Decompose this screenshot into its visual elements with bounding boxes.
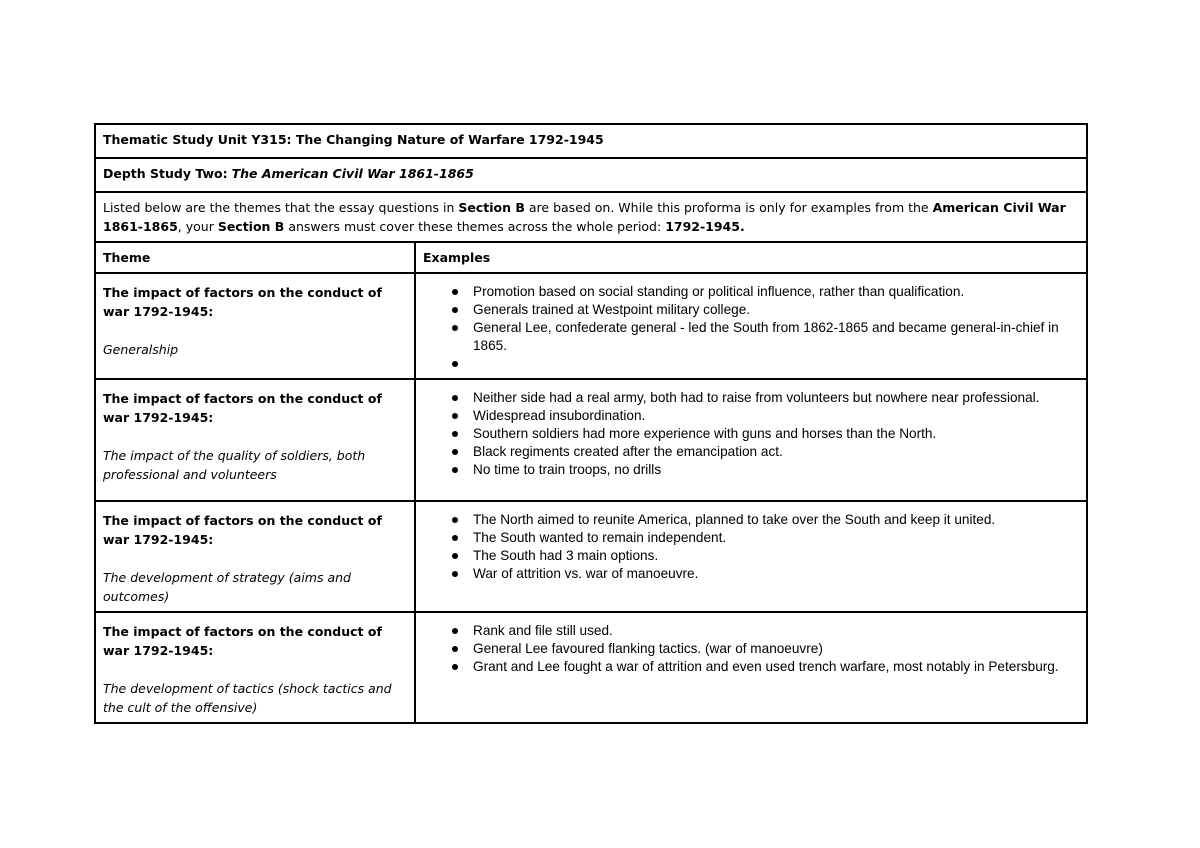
theme-title: The impact of factors on the conduct of war 1792-1945: bbox=[103, 285, 382, 319]
title-row bbox=[95, 124, 1087, 158]
examples-list bbox=[423, 389, 1079, 479]
list-item: Black regiments created after the emancipation act. bbox=[473, 443, 1079, 461]
theme-header-text: Theme bbox=[103, 250, 151, 265]
theme-title: The impact of factors on the conduct of war 1792-1945: bbox=[103, 391, 382, 425]
examples-cell bbox=[415, 379, 1087, 501]
intro-text bbox=[95, 192, 1087, 242]
intro-part-3: , your bbox=[177, 219, 218, 234]
list-item: General Lee, confederate general - led the South from 1862-1865 and became general-in-chief in 1865. bbox=[473, 319, 1079, 355]
intro-part-1: Listed below are the themes that the essay questions in bbox=[103, 200, 459, 215]
list-item: Widespread insubordination. bbox=[473, 407, 1079, 425]
theme-subtitle: The development of tactics (shock tactics and the cult of the offensive) bbox=[103, 681, 392, 715]
list-item: The North aimed to reunite America, planned to take over the South and keep it united. bbox=[473, 511, 1079, 529]
intro-row bbox=[95, 192, 1087, 242]
theme-subtitle: The impact of the quality of soldiers, both professional and volunteers bbox=[103, 448, 366, 482]
theme-cell bbox=[95, 501, 415, 612]
examples-header-text: Examples bbox=[423, 250, 491, 265]
theme-header bbox=[95, 242, 415, 273]
list-item: Promotion based on social standing or political influence, rather than qualification. bbox=[473, 283, 1079, 301]
table-row bbox=[95, 273, 1087, 379]
theme-cell bbox=[95, 273, 415, 379]
list-item: Southern soldiers had more experience with guns and horses than the North. bbox=[473, 425, 1079, 443]
list-item: No time to train troops, no drills bbox=[473, 461, 1079, 479]
examples-header bbox=[415, 242, 1087, 273]
theme-subtitle: The development of strategy (aims and outcomes) bbox=[103, 570, 351, 604]
table-row bbox=[95, 612, 1087, 723]
proforma-table bbox=[94, 123, 1088, 724]
table-row bbox=[95, 501, 1087, 612]
theme-subtitle: Generalship bbox=[103, 342, 179, 357]
intro-part-4: answers must cover these themes across the whole period: bbox=[284, 219, 666, 234]
list-item: Grant and Lee fought a war of attrition and even used trench warfare, most notably in Petersburg. bbox=[473, 658, 1079, 676]
list-item: War of attrition vs. war of manoeuvre. bbox=[473, 565, 1079, 583]
examples-cell bbox=[415, 273, 1087, 379]
column-header-row bbox=[95, 242, 1087, 273]
list-item: General Lee favoured flanking tactics. (war of manoeuvre) bbox=[473, 640, 1079, 658]
examples-list bbox=[423, 511, 1079, 583]
examples-cell bbox=[415, 501, 1087, 612]
list-item bbox=[473, 355, 1079, 373]
intro-part-2: are based on. While this proforma is only for examples from the bbox=[524, 200, 933, 215]
list-item: Rank and file still used. bbox=[473, 622, 1079, 640]
theme-title: The impact of factors on the conduct of war 1792-1945: bbox=[103, 513, 382, 547]
theme-cell bbox=[95, 612, 415, 723]
list-item: The South wanted to remain independent. bbox=[473, 529, 1079, 547]
examples-list bbox=[423, 622, 1079, 676]
depth-study-value: The American Civil War 1861-1865 bbox=[231, 166, 474, 181]
unit-title-text: Thematic Study Unit Y315: The Changing Nature of Warfare 1792-1945 bbox=[103, 132, 604, 147]
list-item: The South had 3 main options. bbox=[473, 547, 1079, 565]
intro-bold-3: Section B bbox=[217, 219, 285, 234]
theme-cell bbox=[95, 379, 415, 501]
depth-study-label: Depth Study Two: bbox=[103, 166, 228, 181]
list-item: Neither side had a real army, both had to raise from volunteers but nowhere near professional. bbox=[473, 389, 1079, 407]
depth-row bbox=[95, 158, 1087, 192]
depth-study bbox=[95, 158, 1087, 192]
intro-bold-2: American Civil War 1861-1865 bbox=[103, 200, 1066, 234]
intro-bold-1: Section B bbox=[458, 200, 525, 215]
intro-bold-4: 1792-1945. bbox=[665, 219, 745, 234]
theme-title: The impact of factors on the conduct of war 1792-1945: bbox=[103, 624, 382, 658]
unit-title bbox=[95, 124, 1087, 158]
examples-cell bbox=[415, 612, 1087, 723]
examples-list bbox=[423, 283, 1079, 373]
table-row bbox=[95, 379, 1087, 501]
list-item: Generals trained at Westpoint military college. bbox=[473, 301, 1079, 319]
